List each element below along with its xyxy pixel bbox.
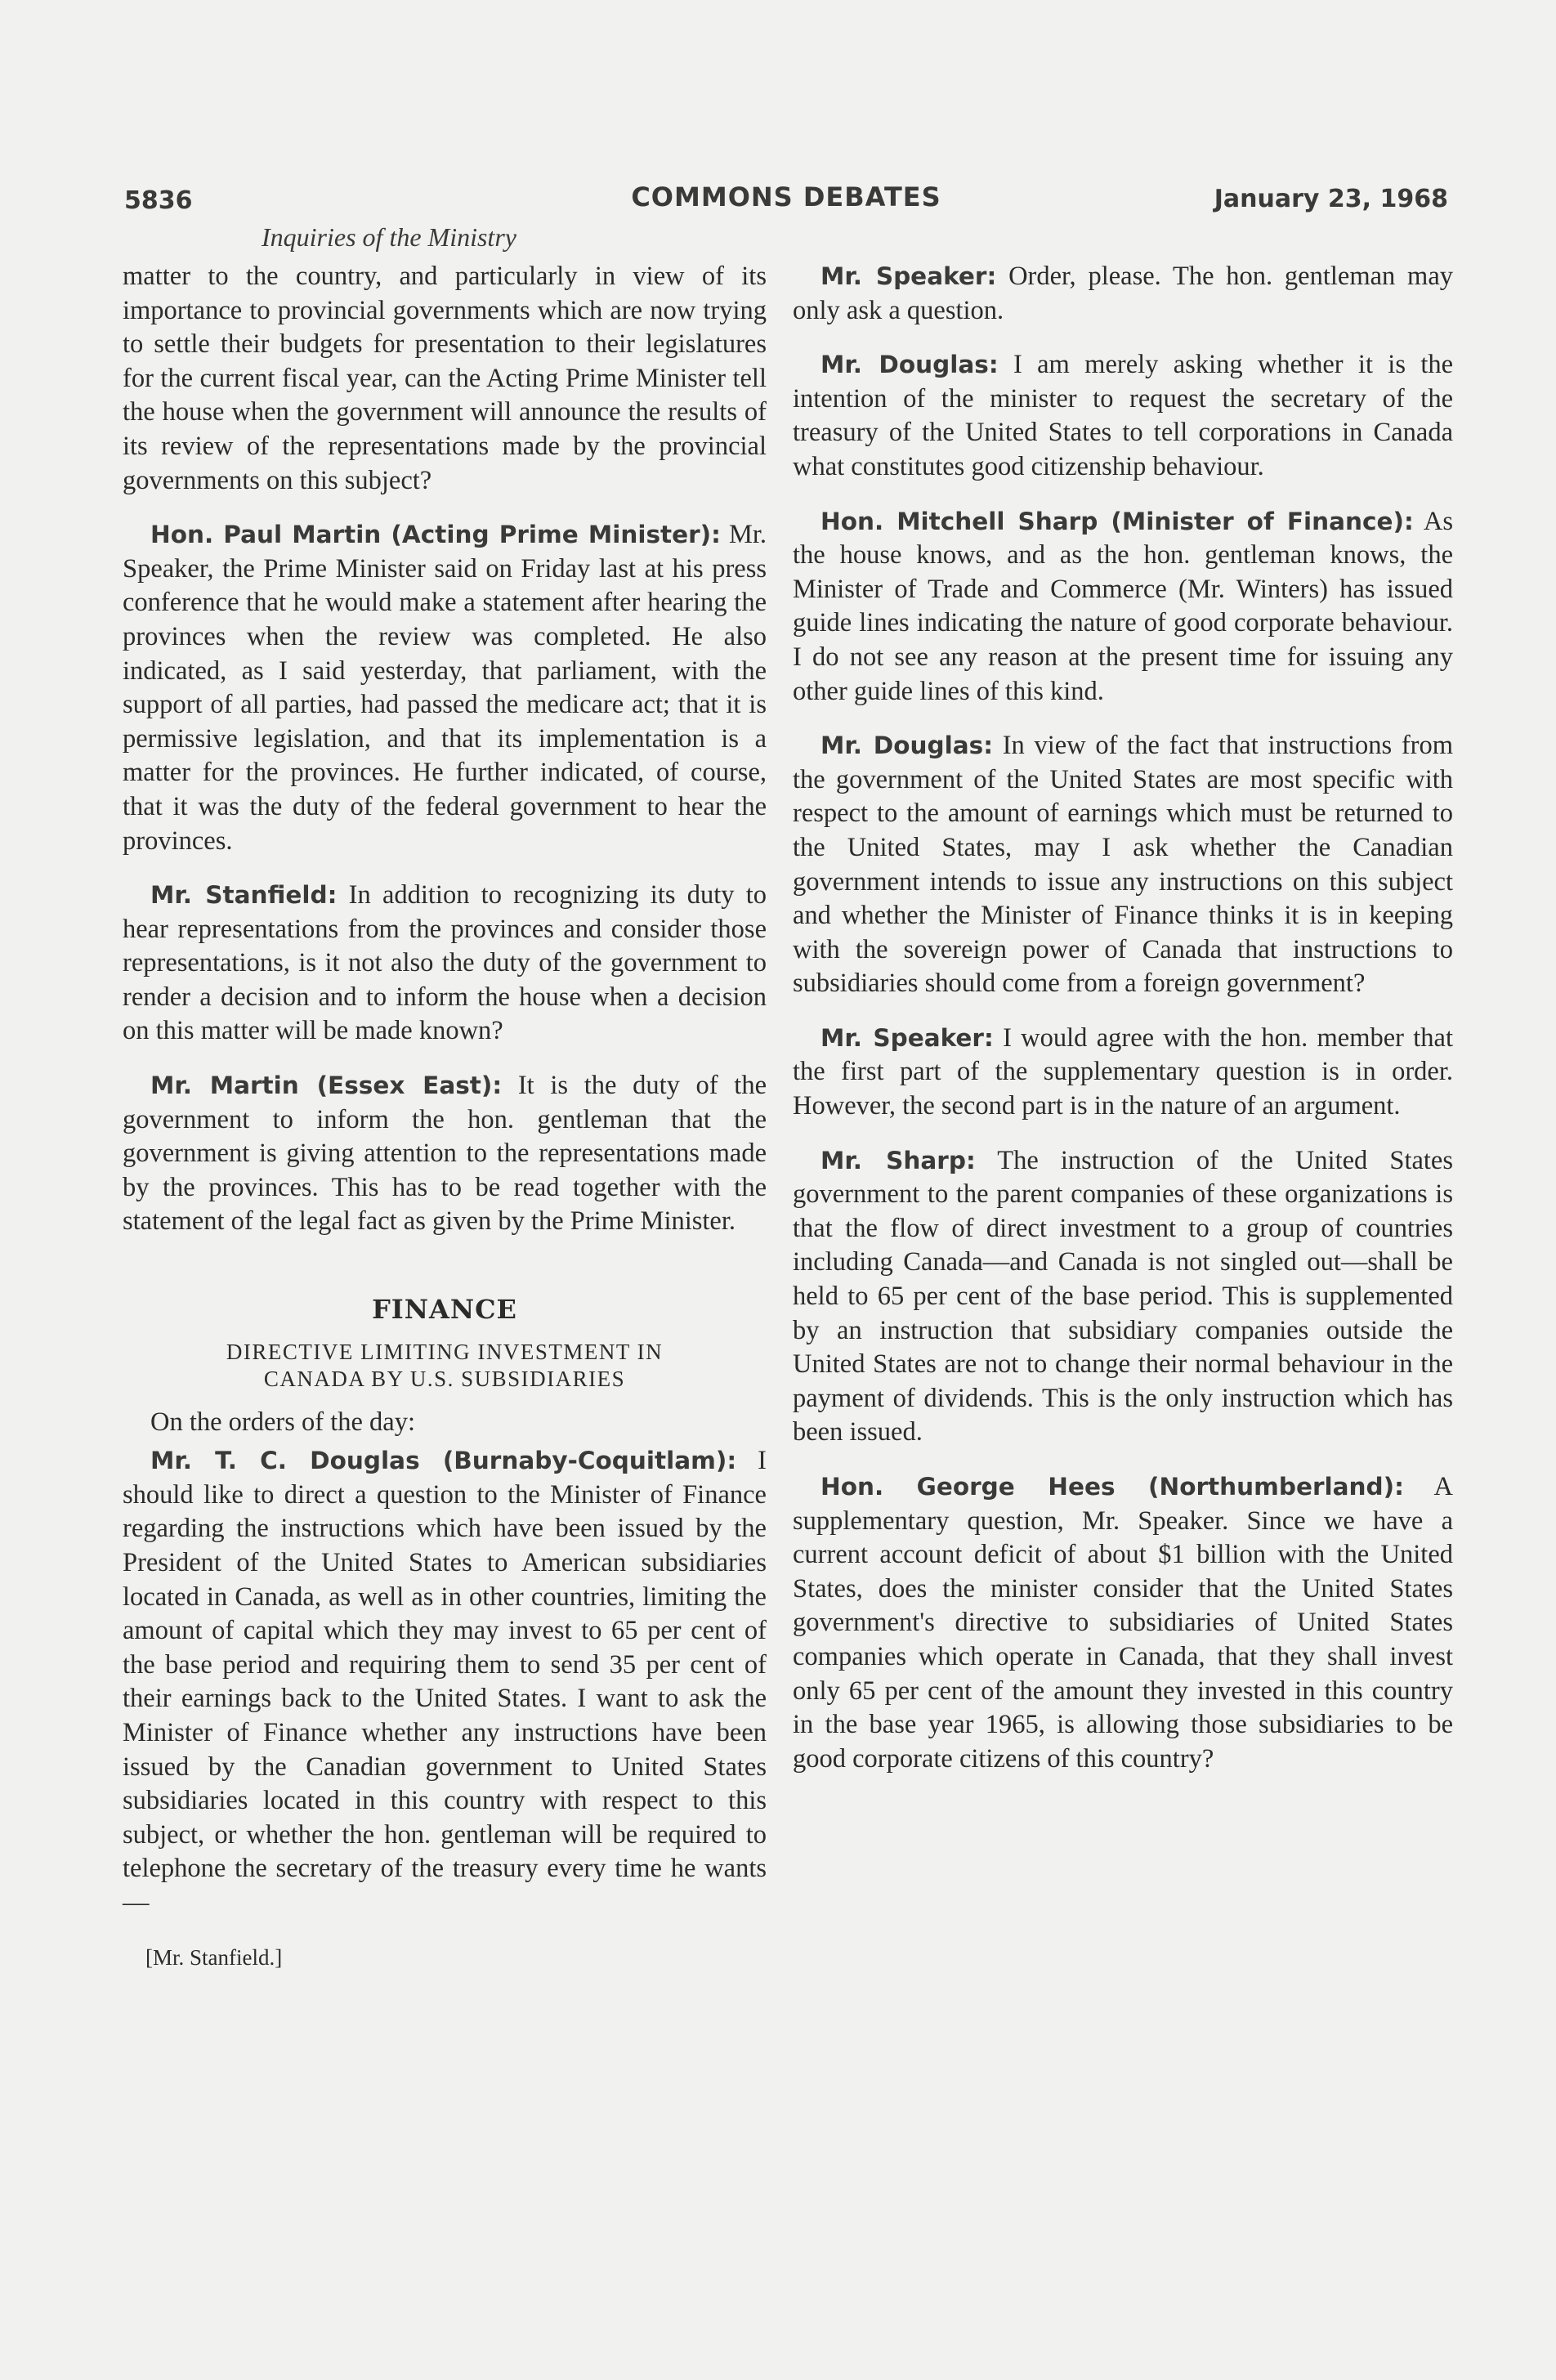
paragraph (123, 879, 767, 1049)
paragraph (123, 1444, 767, 1920)
paragraph (793, 348, 1453, 484)
paragraph (793, 1470, 1453, 1776)
speaker-name: Mr. Stanfield: (150, 881, 338, 910)
page-header (124, 181, 1448, 222)
paragraph (123, 518, 767, 858)
orders-of-day: On the orders of the day: (150, 1407, 416, 1437)
paragraph (793, 260, 1453, 328)
paragraph (793, 1022, 1453, 1124)
speaker-name: Hon. George Hees (Northumberland): (820, 1473, 1404, 1501)
speaker-name: Hon. Paul Martin (Acting Prime Minister): (150, 521, 721, 549)
speaker-name: Mr. Speaker: (820, 1023, 994, 1052)
speaker-name: Hon. Mitchell Sharp (Minister of Finance): (820, 507, 1414, 535)
speaker-name: Mr. Douglas: (820, 731, 994, 760)
paragraph-text: In addition to recognizing its duty to hear representations from the provinces and consider those representations, is it not also the duty of the government to render a decision and to inform the house when a decision on this matter will be made known? (123, 880, 767, 1046)
paragraph-text: matter to the country, and particularly in view of its importance to provincial governments which are now trying to settle their budgets for presentation to their legislatures for the current fiscal year, can the Acting Prime Minister tell the house when the government will announce the results of its review of the representations made by the provincial governments on this subject? (123, 262, 767, 495)
paragraph-text: I am merely asking whether it is the intention of the minister to request the secretary of the treasury of the United States to tell corporations in Canada what constitutes good citizenship behaviour. (793, 350, 1454, 481)
section-subtitle-line: DIRECTIVE LIMITING INVESTMENT IN (226, 1339, 664, 1364)
right-column (793, 260, 1453, 1796)
paragraph (793, 729, 1453, 1001)
left-column (123, 260, 767, 1975)
paragraph-text: A supplementary question, Mr. Speaker. Since we have a current account deficit of about $1 billion with the United States, does the minister consider that the United States government's directive to subsidiaries of United States companies which operate in Canada, that they shall invest only 65 per cent of the amount they invested in this country in the base year 1965, is allowing those subsidiaries to be good corporate citizens of this country? (793, 1472, 1453, 1774)
section-title: FINANCE (372, 1294, 517, 1326)
speaker-name: Mr. Douglas: (820, 351, 999, 379)
section-subtitle (123, 1339, 767, 1393)
paragraph-text: Mr. Speaker, the Prime Minister said on Friday last at his press conference that he would make a statement after hearing the provinces when the review was completed. He also indicated, as I said yesterday, that parliament, with the support of all parties, had passed the medicare act; that it is permissive legislation, and that its implementation is a matter for the provinces. He further indicated, of course, that it was the duty of the federal government to hear the provinces. (123, 520, 767, 856)
paragraph (793, 505, 1453, 709)
publication-title: COMMONS DEBATES (631, 181, 941, 212)
paragraph-text: I should like to direct a question to the Minister of Finance regarding the instructions which have been issued by the President of the United States to American subsidiaries located in Canada, as well as in other countries, limiting the amount of capital which they may invest to 65 per cent of the base period and requiring them to send 35 per cent of their earnings back to the United States. I want to ask the Minister of Finance whether any instructions have been issued by the Canadian government to United States subsidiaries located in this country with respect to this subject, or whether the hon. gentleman will be required to telephone the secretary of the treasury every time he wants— (123, 1446, 767, 1917)
publication-date: January 23, 1968 (1214, 185, 1448, 213)
paragraph (123, 260, 767, 498)
speaker-name: Mr. Sharp: (820, 1146, 976, 1174)
page-number: 5836 (124, 186, 193, 215)
paragraph-text: As the house knows, and as the hon. gentleman knows, the Minister of Trade and Commerce (Mr. Winters) has issued guide lines indicating the nature of good corporate behaviour. I do not see any reason at the present time for issuing any other guide lines of this kind. (793, 506, 1454, 706)
paragraph-text: In view of the fact that instructions from the government of the United States are most specific with respect to the amount of earnings which must be returned to the United States, may I ask whether the Canadian government intends to issue any instructions on this subject and whether the Minister of Finance thinks it is in keeping with the sovereign power of Canada that instructions to subsidiaries should come from a foreign government? (793, 731, 1454, 999)
paragraph-text: I would agree with the hon. member that the first part of the supplementary question is in order. However, the second part is in the nature of an argument. (793, 1022, 1454, 1121)
speaker-name: Mr. Martin (Essex East): (150, 1071, 503, 1100)
paragraph-text: Order, please. The hon. gentleman may only ask a question. (793, 262, 1453, 325)
section-subtitle-line: CANADA BY U.S. SUBSIDIARIES (263, 1366, 626, 1391)
paragraph-text: The instruction of the United States government to the parent companies of these organizations is that the flow of direct investment to a group of countries including Canada—and Canada is not singled out—shall be held to 65 per cent of the base period. This is supplemented by an instruction that subsidiary companies outside the United States are not to change their normal behaviour in the payment of dividends. This is the only instruction which has been issued. (793, 1145, 1453, 1447)
paragraph (123, 1069, 767, 1239)
paragraph-text: It is the duty of the government to inform the hon. gentleman that the government is giving attention to the representations made by the provinces. This has to be read together with the statement of the legal fact as given by the Prime Minister. (123, 1071, 767, 1237)
running-subheader: Inquiries of the Ministry (262, 222, 516, 252)
footer-note: [Mr. Stanfield.] (145, 1944, 283, 1970)
speaker-name: Mr. T. C. Douglas (Burnaby-Coquitlam): (150, 1447, 737, 1475)
paragraph (793, 1144, 1453, 1450)
speaker-name: Mr. Speaker: (820, 262, 997, 290)
